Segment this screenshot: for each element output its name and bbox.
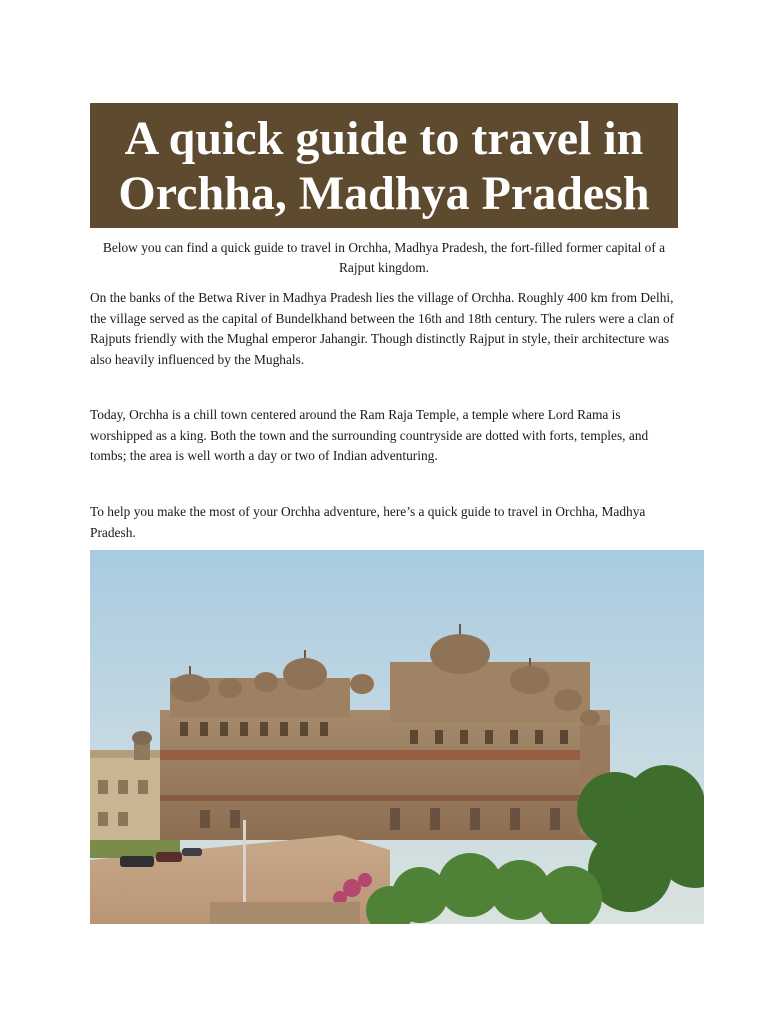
paragraph-guide: To help you make the most of your Orchha adventure, here’s a quick guide to travel in Orchha, Madhya Pradesh. [90,504,646,540]
title-banner [90,103,678,228]
subtitle: Below you can find a quick guide to travel in Orchha, Madhya Pradesh, the fort-filled former capital of a Rajput kingdom. [102,240,666,275]
paragraph-today: Today, Orchha is a chill town centered around the Ram Raja Temple, a temple where Lord Rama is worshipped as a king. Both the town and the surrounding countryside are dotted with forts, temples, and tombs; the area is well worth a day or two of Indian adventuring. [90,407,649,463]
title-line-1: A quick guide to travel in [124,112,644,165]
title-line-2: Orchha, Madhya Pradesh [118,167,650,220]
orchha-palace-photo [90,550,704,924]
paragraph-intro: On the banks of the Betwa River in Madhya Pradesh lies the village of Orchha. Roughly 400 km from Delhi, the village served as the capital of Bundelkhand between the 16th and 18th century. The rulers were a clan of Rajputs friendly with the Mughal emperor Jahangir. Though distinctly Rajput in style, their architecture was also heavily influenced by the Mughals. [90,290,675,367]
